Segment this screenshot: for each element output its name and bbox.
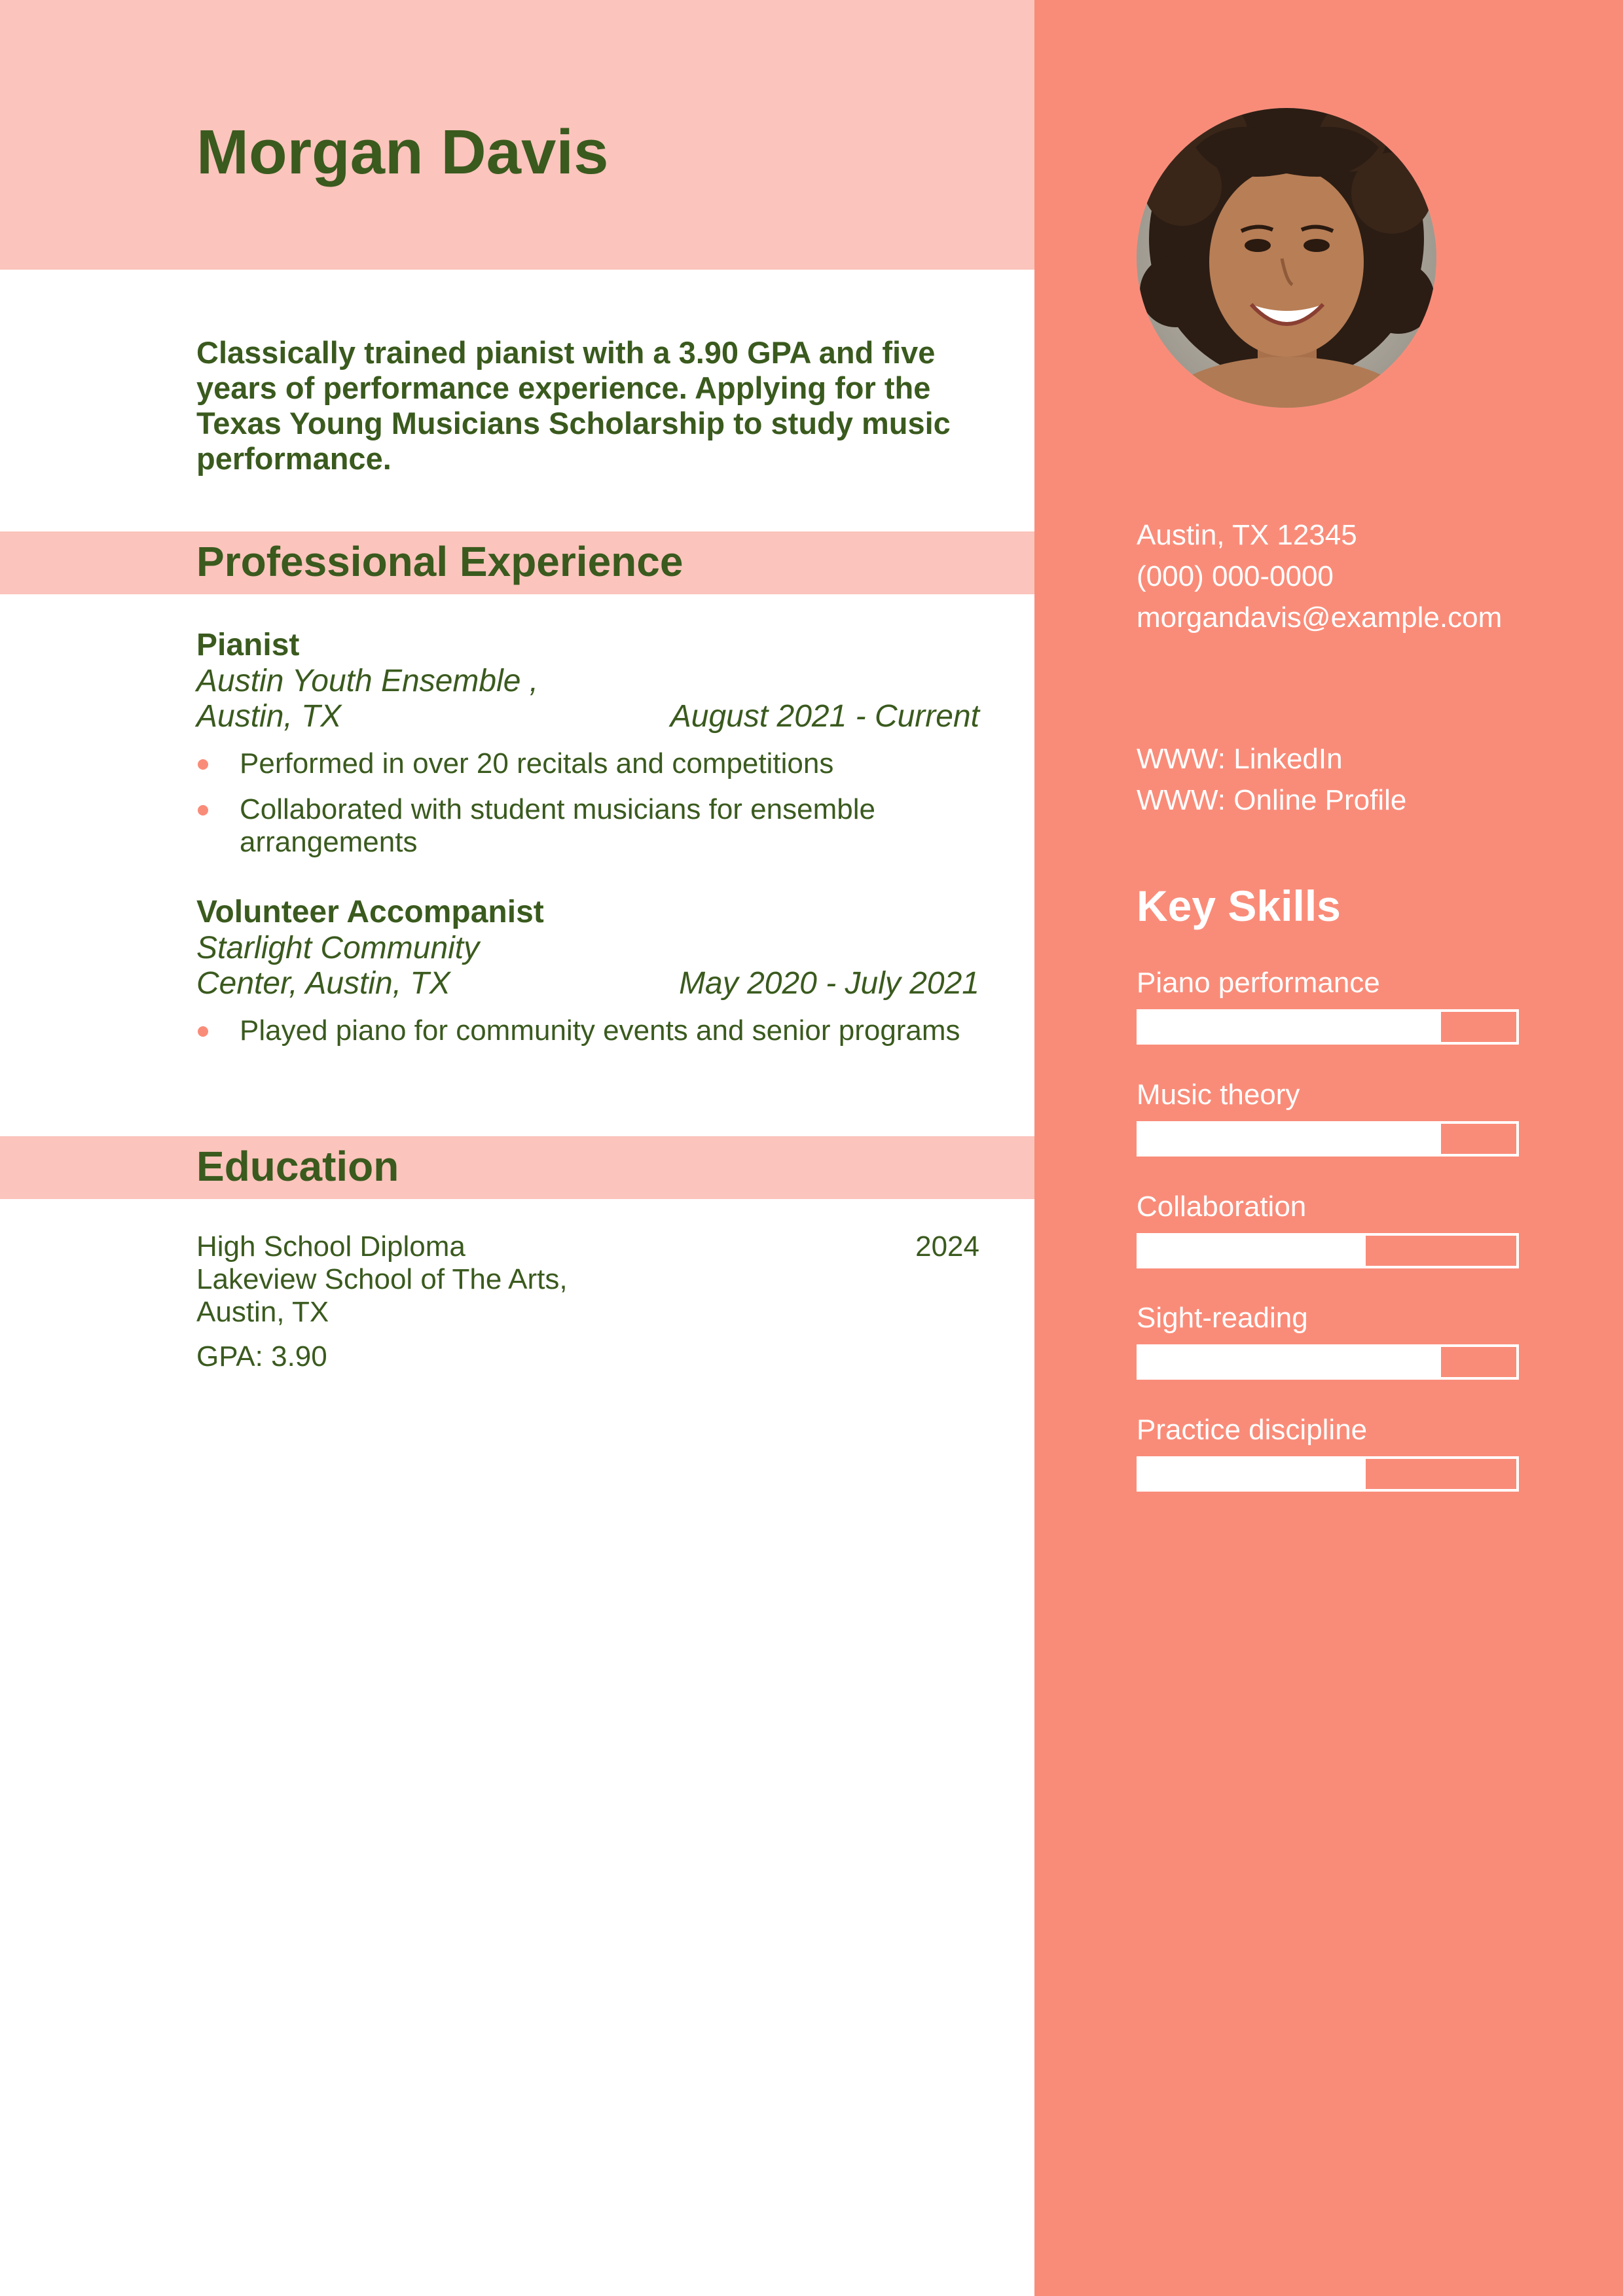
contact-address: Austin, TX 12345: [1137, 519, 1357, 551]
candidate-name: Morgan Davis: [196, 117, 609, 187]
bullet-dot-icon: [198, 759, 208, 770]
education-degree-row: [196, 1230, 979, 1263]
job-bullets: [196, 1014, 979, 1047]
skills-heading: Key Skills: [1137, 882, 1341, 930]
skill-item: [1137, 1301, 1519, 1380]
skill-name: Music theory: [1137, 1079, 1300, 1111]
education-heading: Education: [196, 1143, 399, 1190]
bullet-text: Collaborated with student musicians for ensemble arrangements: [240, 793, 875, 858]
list-item: [196, 747, 979, 780]
bullet-dot-icon: [198, 805, 208, 816]
skill-level-fill: [1139, 1124, 1441, 1154]
skill-level-bar: [1137, 1344, 1519, 1380]
job-organization: Starlight Community: [196, 931, 480, 965]
avatar: [1137, 108, 1436, 408]
link-online-profile[interactable]: WWW: Online Profile: [1137, 784, 1407, 816]
experience-section-header: [0, 531, 1034, 594]
list-item: [196, 1014, 979, 1047]
skill-level-fill: [1139, 1347, 1441, 1377]
education-entry: [196, 1230, 979, 1373]
skill-name: Piano performance: [1137, 967, 1380, 999]
skill-item: [1137, 966, 1519, 1045]
education-gpa: GPA: 3.90: [196, 1340, 327, 1372]
job-title: Pianist: [196, 628, 300, 662]
experience-heading: Professional Experience: [196, 538, 684, 585]
web-links: [1137, 738, 1406, 821]
list-item: [196, 793, 979, 859]
skill-level-bar: [1137, 1121, 1519, 1157]
skill-name: Practice discipline: [1137, 1414, 1368, 1446]
bullet-text: Performed in over 20 recitals and competitions: [240, 747, 834, 780]
contact-info: [1137, 514, 1502, 638]
job-entry: [196, 627, 979, 872]
skill-name: Sight-reading: [1137, 1302, 1308, 1334]
job-dates: August 2021 - Current: [670, 699, 979, 734]
job-dates: May 2020 - July 2021: [679, 966, 979, 1001]
bullet-text: Played piano for community events and senior programs: [240, 1014, 960, 1047]
job-location-row: [196, 699, 979, 734]
education-location: Austin, TX: [196, 1296, 329, 1328]
bullet-dot-icon: [198, 1026, 208, 1037]
education-year: 2024: [915, 1230, 979, 1263]
education-school: Lakeview School of The Arts,: [196, 1263, 568, 1295]
job-organization: Austin Youth Ensemble ,: [196, 664, 539, 698]
skill-level-fill: [1139, 1459, 1366, 1489]
link-linkedin[interactable]: WWW: LinkedIn: [1137, 743, 1343, 775]
contact-phone: (000) 000-0000: [1137, 560, 1334, 592]
skill-level-fill: [1139, 1236, 1366, 1266]
skill-level-bar: [1137, 1456, 1519, 1492]
job-location-row: [196, 966, 979, 1001]
summary: Classically trained pianist with a 3.90 GPA and five years of performance experience. Applying for the Texas Young Musicians Scholarship to study music performance.: [196, 335, 951, 476]
skill-name: Collaboration: [1137, 1191, 1307, 1223]
header-band: [0, 0, 1034, 270]
job-title: Volunteer Accompanist: [196, 895, 544, 929]
skill-level-fill: [1139, 1012, 1441, 1042]
education-degree: High School Diploma: [196, 1230, 465, 1263]
education-section-header: [0, 1136, 1034, 1199]
job-entry: [196, 894, 979, 1060]
skill-level-bar: [1137, 1009, 1519, 1045]
skill-item: [1137, 1413, 1519, 1492]
skill-item: [1137, 1190, 1519, 1268]
skill-level-bar: [1137, 1233, 1519, 1268]
profile-photo: [1137, 108, 1436, 408]
job-location: Center, Austin, TX: [196, 966, 450, 1001]
skill-item: [1137, 1078, 1519, 1157]
contact-email[interactable]: morgandavis@example.com: [1137, 601, 1503, 634]
job-bullets: [196, 747, 979, 859]
job-location: Austin, TX: [196, 699, 342, 734]
